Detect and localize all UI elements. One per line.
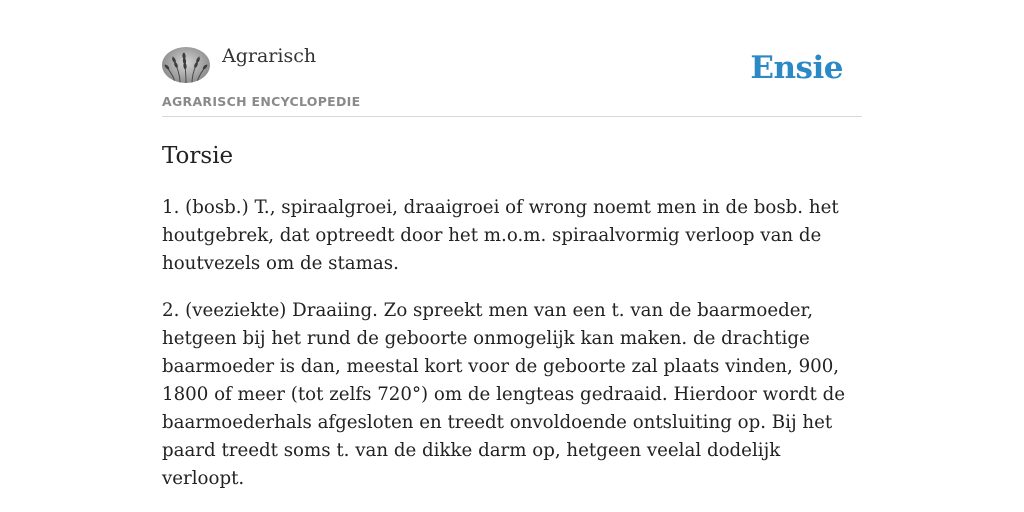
article-paragraph: 2. (veeziekte) Draaiing. Zo spreekt men van een t. van de baarmoeder, hetgeen bij het rund de geboorte onmogelijk kan maken. de drachtige baarmoeder is dan, meestal kort voor de geboorte zal plaats vinden, 900, 1800 of meer (tot zelfs 720°) om de lengteas gedraaid. Hierdoor wordt de baarmoederhals afgesloten en treedt onvoldoende ontsluiting op. Bij het paard treedt soms t. van de dikke darm op, hetgeen veelal dodelijk verloopt. [162, 300, 845, 489]
article-paragraph: 1. (bosb.) T., spiraalgroei, draaigroei of wrong noemt men in de bosb. het houtgebrek, dat optreedt door het m.o.m. spiraalvormig verloop van de houtvezels om de stamas. [162, 197, 839, 274]
article-body [162, 194, 862, 493]
wheat-icon [162, 47, 210, 83]
source-logo[interactable] [162, 47, 210, 83]
brand-logo-link[interactable]: Ensie [750, 50, 843, 86]
page [162, 0, 862, 493]
source-name[interactable]: Agrarisch [222, 45, 317, 67]
header [162, 0, 862, 117]
source-subtitle: AGRARISCH ENCYCLOPEDIE [162, 94, 361, 109]
article-title: Torsie [162, 143, 234, 169]
